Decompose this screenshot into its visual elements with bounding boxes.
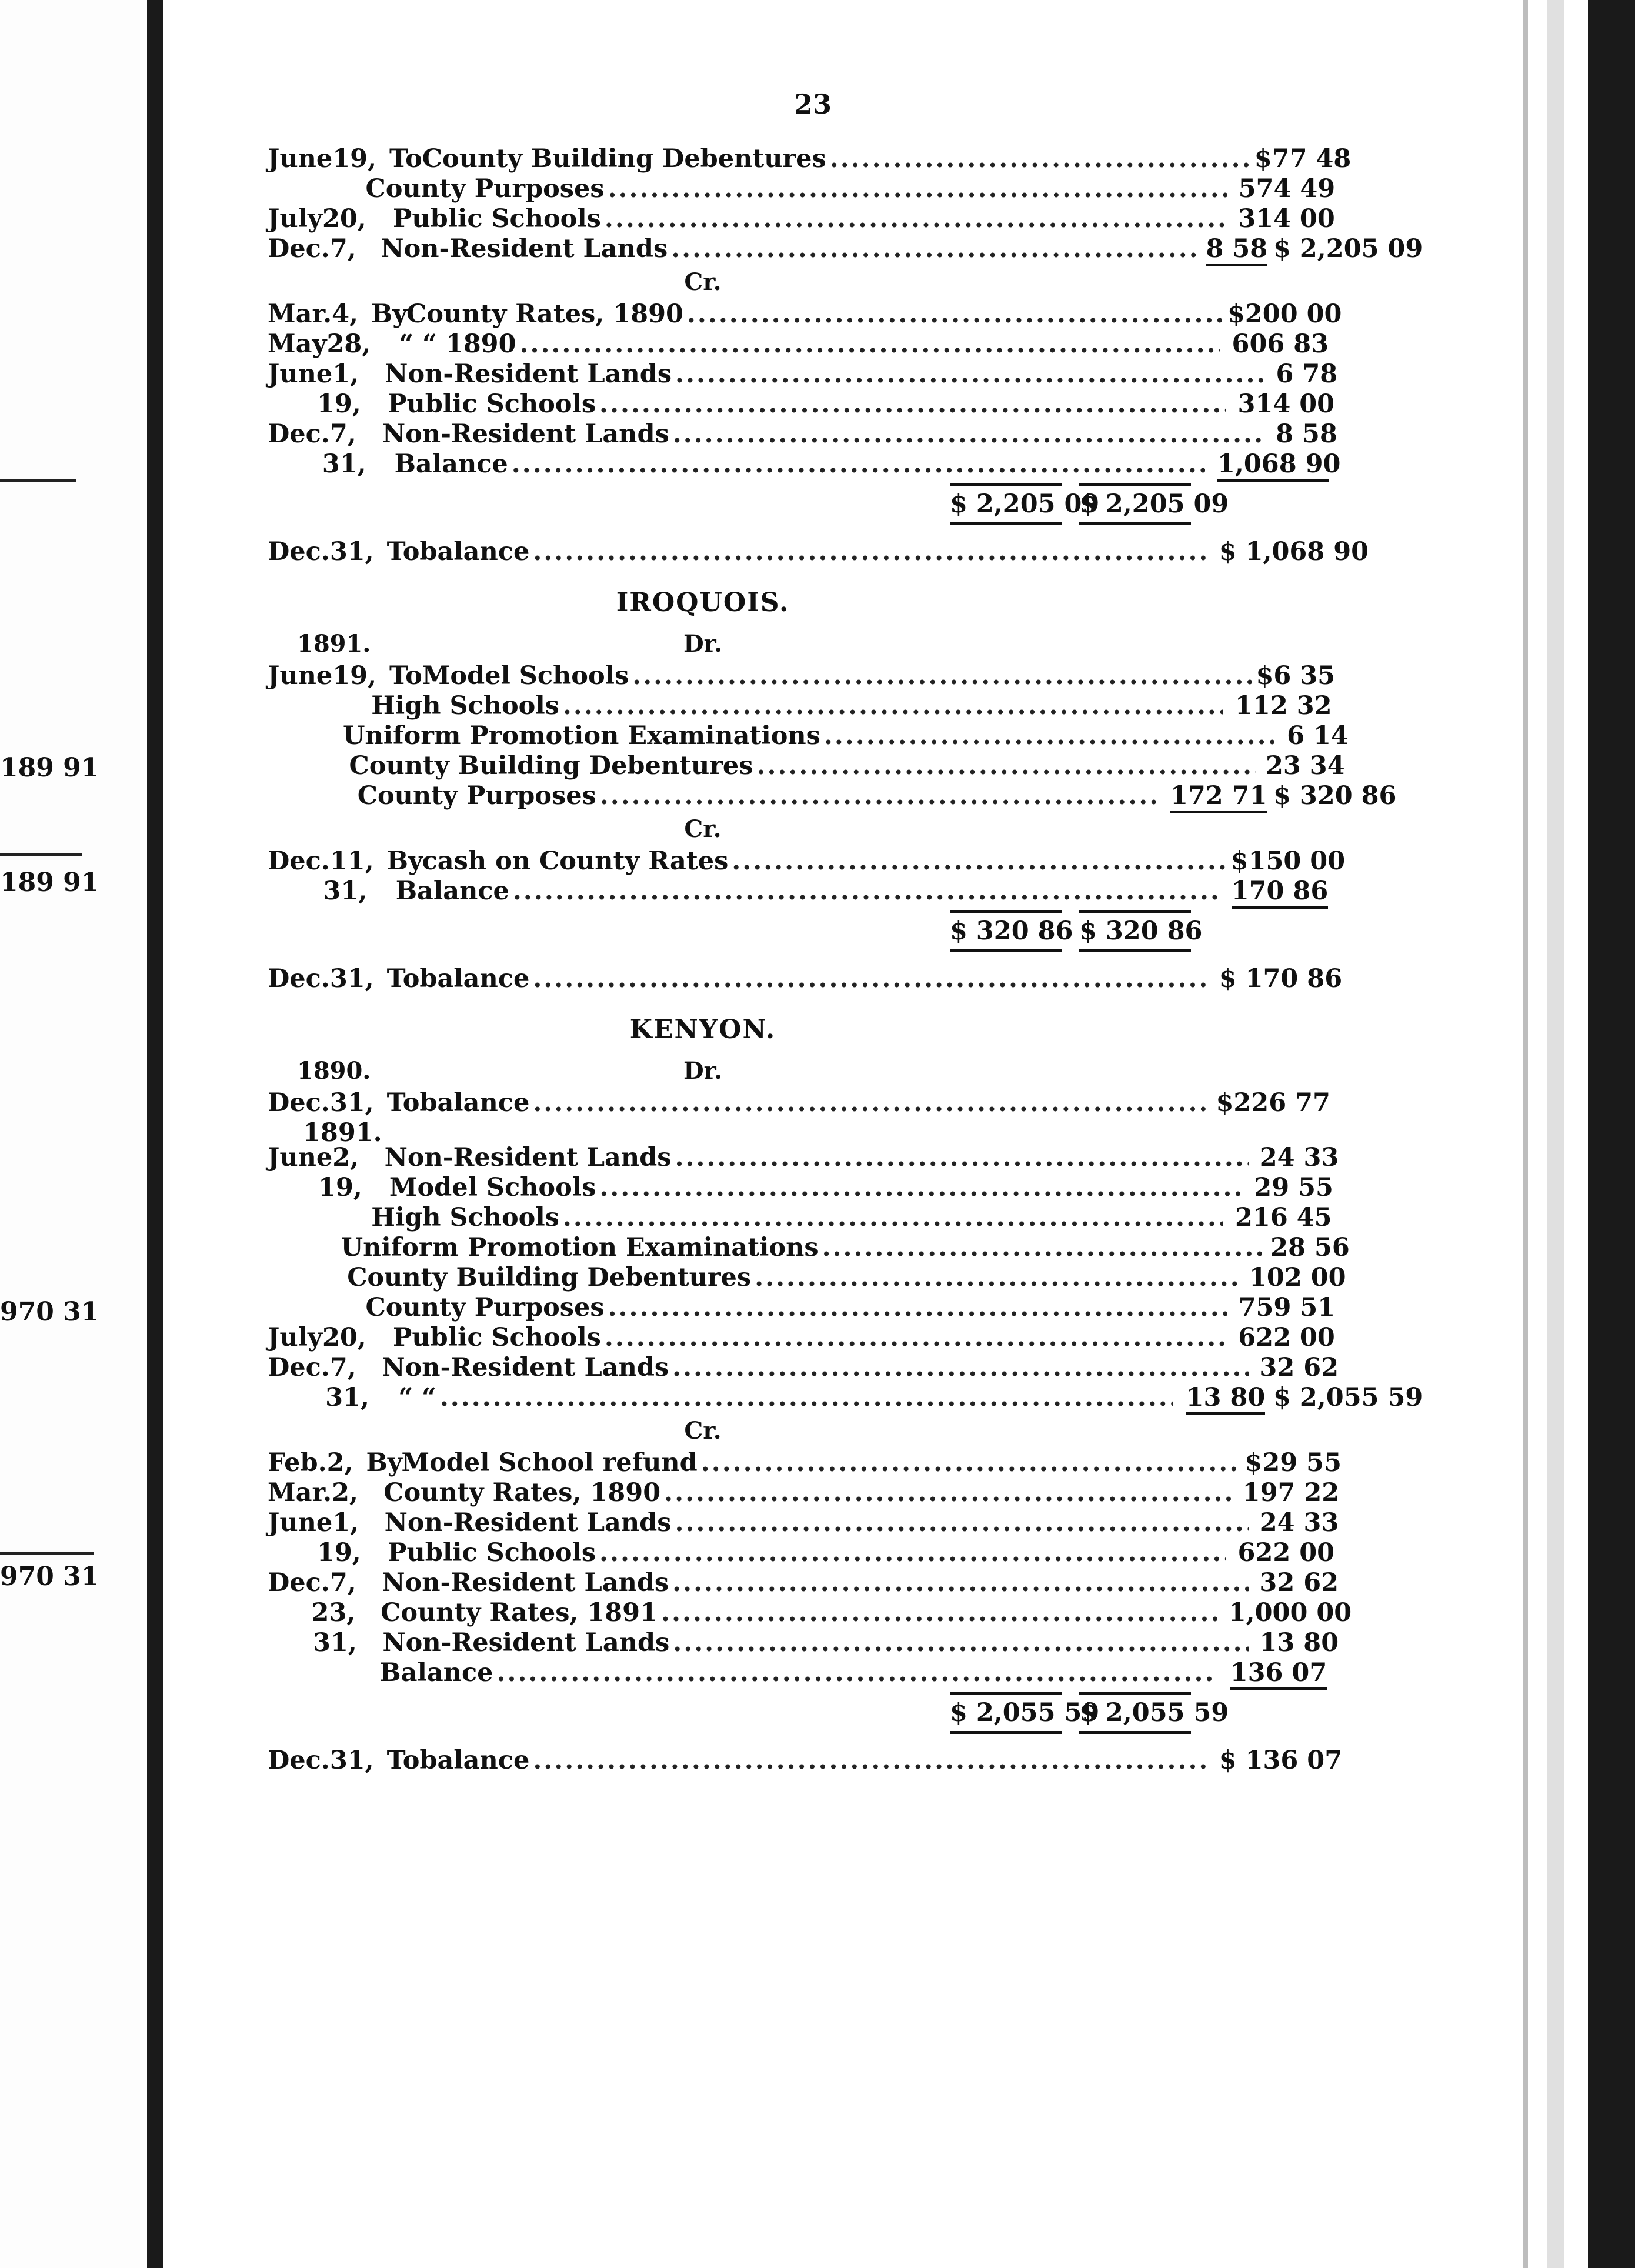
page-edge xyxy=(1547,0,1564,2268)
entry-amount: 112 32 xyxy=(1234,691,1332,721)
entry-total: $ 2,055 59 xyxy=(1273,1383,1423,1412)
entry-day: 23, xyxy=(311,1598,356,1627)
entry-verb: To xyxy=(386,1746,420,1775)
dot-leader xyxy=(675,359,1265,389)
column-label: Dr. xyxy=(683,1056,722,1085)
entry-amount: 1,000 00 xyxy=(1228,1598,1352,1627)
dot-leader xyxy=(533,1088,1212,1118)
entry-description: Balance xyxy=(394,449,508,479)
ledger-row xyxy=(268,449,1385,479)
section-title: KENYON. xyxy=(629,1014,776,1045)
entry-month: June xyxy=(268,1508,333,1537)
ledger-row xyxy=(268,691,1385,721)
dot-leader xyxy=(671,234,1196,264)
entry-amount: 759 51 xyxy=(1238,1293,1336,1322)
dot-leader xyxy=(672,1353,1249,1382)
dot-leader xyxy=(563,1203,1223,1232)
entry-amount: 77 48 xyxy=(1272,144,1352,174)
year-label: 1890. xyxy=(297,1056,371,1085)
ledger-row xyxy=(268,1598,1385,1628)
dot-leader xyxy=(664,1478,1232,1507)
entry-description: Model Schools xyxy=(422,661,629,691)
entry-month: Dec. xyxy=(268,1353,330,1382)
entry-description: Uniform Promotion Examinations xyxy=(342,721,820,751)
entry-month: Dec. xyxy=(268,537,330,566)
ledger xyxy=(268,144,1423,1776)
total-credit: $ 2,205 09 xyxy=(1079,483,1191,525)
ledger-row xyxy=(268,1323,1385,1353)
entry-amount: 216 45 xyxy=(1234,1203,1332,1232)
ledger-row xyxy=(268,781,1397,811)
entry-description: County Building Debentures xyxy=(349,751,753,781)
ledger-row xyxy=(268,1448,1385,1478)
dot-leader xyxy=(661,1598,1218,1627)
entry-amount: 8 58 xyxy=(1276,419,1337,449)
entry-day: 31, xyxy=(329,1746,374,1775)
facing-rule xyxy=(0,479,76,482)
entry-verb: To xyxy=(386,537,420,566)
entry-day: 19, xyxy=(316,1538,361,1567)
dot-leader xyxy=(673,1628,1249,1657)
ledger-row xyxy=(268,1203,1385,1233)
dot-leader xyxy=(440,1383,1173,1412)
ledger-row xyxy=(268,1508,1385,1538)
entry-month: July xyxy=(268,204,322,234)
spacer xyxy=(268,529,1385,537)
dot-leader xyxy=(512,449,1206,479)
entry-description: Non-Resident Lands xyxy=(382,1628,670,1657)
entry-month: Dec. xyxy=(268,419,330,449)
entry-description: Non-Resident Lands xyxy=(381,234,668,264)
dot-leader xyxy=(755,1263,1240,1292)
entry-amount: 314 00 xyxy=(1237,389,1335,419)
facing-page-fragment xyxy=(0,0,147,2268)
year-label: 1891. xyxy=(297,629,371,658)
dollar-sign: $ xyxy=(1254,144,1272,174)
entry-month: June xyxy=(268,661,333,691)
dot-leader xyxy=(520,329,1220,359)
ledger-row xyxy=(268,204,1385,234)
ledger-row xyxy=(268,751,1385,781)
dot-leader xyxy=(605,1323,1227,1352)
entry-day: 31, xyxy=(329,537,374,566)
ledger-row xyxy=(268,359,1385,389)
entry-description: Model Schools xyxy=(389,1173,596,1202)
entry-description: High Schools xyxy=(371,1203,559,1232)
dot-leader xyxy=(608,174,1227,204)
entry-day: 19, xyxy=(332,144,377,174)
entry-amount: 13 80 xyxy=(1259,1628,1339,1657)
dot-leader xyxy=(687,299,1224,329)
book-gutter xyxy=(147,0,164,2268)
entry-amount: 622 00 xyxy=(1237,1538,1335,1567)
entry-description: Non-Resident Lands xyxy=(382,1568,669,1597)
entry-amount: 622 00 xyxy=(1238,1323,1335,1352)
ledger-row xyxy=(268,721,1385,751)
entry-day: 31, xyxy=(325,1383,369,1412)
ledger-row xyxy=(268,661,1385,691)
dollar-sign: $ xyxy=(1244,1448,1263,1477)
entry-day: 31, xyxy=(329,1088,374,1118)
entry-day: 31, xyxy=(322,449,366,479)
entry-description: balance xyxy=(419,964,530,993)
entry-amount: 102 00 xyxy=(1249,1263,1346,1292)
entry-description: Non-Resident Lands xyxy=(382,1353,669,1382)
credit-header xyxy=(268,811,1385,846)
entry-amount: 32 62 xyxy=(1259,1568,1339,1597)
dot-leader xyxy=(632,661,1252,691)
entry-amount: 24 33 xyxy=(1259,1508,1339,1537)
ledger-row xyxy=(268,1263,1385,1293)
entry-month: Mar. xyxy=(268,1478,332,1507)
dot-leader xyxy=(675,1143,1249,1172)
entry-amount: 13 80 xyxy=(1186,1383,1266,1415)
entry-amount: 136 07 xyxy=(1230,1658,1327,1690)
entry-day: 11, xyxy=(329,846,374,876)
entry-amount: $ 136 07 xyxy=(1219,1746,1343,1775)
facing-amount: 189 91 xyxy=(0,753,99,783)
entry-month: June xyxy=(268,359,333,389)
dot-leader xyxy=(675,1508,1249,1537)
debit-header xyxy=(268,1053,1385,1088)
column-label: Cr. xyxy=(684,815,722,843)
entry-day: 31, xyxy=(313,1628,357,1657)
entry-description: Non-Resident Lands xyxy=(384,1143,672,1172)
entry-day: 7, xyxy=(329,419,356,449)
facing-rule xyxy=(0,1552,94,1555)
entry-month: Dec. xyxy=(268,846,330,876)
entry-day: 31, xyxy=(329,964,374,993)
ledger-row xyxy=(268,1383,1423,1413)
entry-description: County Rates, 1891 xyxy=(381,1598,658,1627)
entry-amount: 172 71 xyxy=(1170,781,1267,813)
debit-header xyxy=(268,626,1385,661)
closing-balance-row xyxy=(268,537,1385,567)
entry-day: 4, xyxy=(332,299,359,329)
dot-leader xyxy=(513,876,1219,906)
spacer xyxy=(268,1737,1385,1746)
column-label: Cr. xyxy=(684,268,722,296)
dot-leader xyxy=(822,1233,1262,1262)
year-row xyxy=(268,1118,1385,1148)
column-label: Cr. xyxy=(684,1416,722,1445)
ledger-row xyxy=(268,876,1385,906)
entry-amount: 150 00 xyxy=(1248,846,1346,876)
spacer xyxy=(268,567,1385,579)
entry-amount: 314 00 xyxy=(1238,204,1335,234)
entry-day: 19, xyxy=(316,389,361,419)
entry-description: Public Schools xyxy=(393,204,601,234)
spacer xyxy=(268,994,1385,1006)
entry-amount: 1,068 90 xyxy=(1217,449,1329,482)
totals-row xyxy=(268,1688,1385,1737)
ledger-row xyxy=(268,1173,1385,1203)
entry-description: Uniform Promotion Examinations xyxy=(341,1233,819,1262)
total-credit: $ 2,055 59 xyxy=(1079,1692,1191,1734)
entry-amount: 197 22 xyxy=(1242,1478,1340,1507)
entry-description: Balance xyxy=(395,876,509,906)
entry-month: Dec. xyxy=(268,1568,330,1597)
entry-description: Non-Resident Lands xyxy=(385,359,672,389)
entry-amount: 6 78 xyxy=(1276,359,1338,389)
dollar-sign: $ xyxy=(1230,846,1249,876)
entry-amount: $ 170 86 xyxy=(1219,964,1343,993)
entry-day: 7, xyxy=(329,234,356,264)
entry-day: 2, xyxy=(326,1448,353,1477)
entry-amount: 29 55 xyxy=(1262,1448,1342,1477)
entry-amount: 170 86 xyxy=(1232,876,1329,909)
dot-leader xyxy=(701,1448,1242,1477)
page-edge xyxy=(1523,0,1528,2268)
entry-description: County Purposes xyxy=(365,1293,605,1322)
page-edge-shadow xyxy=(1588,0,1635,2268)
ledger-row xyxy=(268,234,1423,264)
entry-description: Balance xyxy=(379,1658,493,1687)
entry-month: Dec. xyxy=(268,234,330,264)
entry-verb: By xyxy=(371,299,408,329)
entry-description: County Building Debentures xyxy=(422,144,826,174)
ledger-row xyxy=(268,299,1385,329)
entry-amount: 606 83 xyxy=(1232,329,1329,359)
ledger-row xyxy=(268,419,1385,449)
dot-leader xyxy=(672,1568,1249,1597)
entry-day: 20, xyxy=(322,1323,366,1352)
dot-leader xyxy=(599,389,1226,419)
entry-day: 1, xyxy=(332,1508,359,1537)
total-debit: $ 320 86 xyxy=(950,910,1062,952)
entry-verb: To xyxy=(389,661,422,691)
entry-description: Public Schools xyxy=(388,1538,596,1567)
entry-amount: 8 58 xyxy=(1206,234,1267,266)
dot-leader xyxy=(533,964,1207,993)
total-credit: $ 320 86 xyxy=(1079,910,1191,952)
entry-verb: To xyxy=(389,144,422,174)
entry-month: Mar. xyxy=(268,299,332,329)
facing-amount: 189 91 xyxy=(0,868,99,898)
entry-description: cash on County Rates xyxy=(422,846,729,876)
entry-month: Dec. xyxy=(268,964,330,993)
spacer xyxy=(268,956,1385,964)
entry-day: 2, xyxy=(332,1143,359,1172)
totals-row xyxy=(268,479,1385,529)
entry-amount: 23 34 xyxy=(1265,751,1345,781)
ledger-row xyxy=(268,1628,1385,1658)
dot-leader xyxy=(608,1293,1227,1322)
dot-leader xyxy=(533,1746,1207,1775)
entry-verb: By xyxy=(366,1448,402,1477)
entry-description: Public Schools xyxy=(393,1323,601,1352)
year-label: 1891. xyxy=(303,1118,382,1148)
facing-amount: 970 31 xyxy=(0,1562,99,1592)
dot-leader xyxy=(732,846,1227,876)
dot-leader xyxy=(605,204,1227,234)
entry-amount: $ 1,068 90 xyxy=(1219,537,1369,566)
entry-month: May xyxy=(268,329,327,359)
entry-month: Feb. xyxy=(268,1448,327,1477)
ledger-row xyxy=(268,1478,1385,1508)
entry-day: 1, xyxy=(332,359,359,389)
entry-verb: To xyxy=(386,964,420,993)
entry-description: County Purposes xyxy=(357,781,596,811)
credit-header xyxy=(268,264,1385,299)
entry-month: June xyxy=(268,144,333,174)
entry-verb: To xyxy=(386,1088,420,1118)
entry-amount: 574 49 xyxy=(1238,174,1336,204)
entry-verb: By xyxy=(386,846,423,876)
dot-leader xyxy=(563,691,1223,721)
entry-description: Public Schools xyxy=(388,389,596,419)
entry-description: County Rates, 1890 xyxy=(406,299,683,329)
entry-day: 2, xyxy=(332,1478,359,1507)
totals-row xyxy=(268,906,1385,956)
entry-total: $ 2,205 09 xyxy=(1273,234,1423,264)
entry-amount: 6 14 xyxy=(1287,721,1349,751)
ledger-row xyxy=(268,1088,1385,1118)
entry-description: County Purposes xyxy=(365,174,605,204)
dot-leader xyxy=(600,781,1160,811)
entry-month: July xyxy=(268,1323,322,1352)
dot-leader xyxy=(673,419,1265,449)
entry-description: County Rates, 1890 xyxy=(383,1478,661,1507)
entry-day: 7, xyxy=(329,1353,356,1382)
ledger-row xyxy=(268,329,1385,359)
entry-day: 28, xyxy=(326,329,371,359)
entry-amount: 28 56 xyxy=(1270,1233,1350,1262)
entry-day: 7, xyxy=(329,1568,356,1597)
dot-leader xyxy=(599,1538,1226,1567)
ledger-row xyxy=(268,1233,1385,1263)
column-label: Dr. xyxy=(683,629,722,658)
ledger-row xyxy=(268,1143,1385,1173)
entry-description: High Schools xyxy=(371,691,559,721)
dot-leader xyxy=(497,1658,1218,1687)
ledger-row xyxy=(268,389,1385,419)
entry-total: $ 320 86 xyxy=(1273,781,1397,811)
closing-balance-row xyxy=(268,964,1385,994)
entry-description: balance xyxy=(419,537,530,566)
dollar-sign: $ xyxy=(1216,1088,1234,1118)
ledger-row xyxy=(268,1568,1385,1598)
ledger-row xyxy=(268,846,1385,876)
entry-day: 20, xyxy=(322,204,366,234)
page-number: 23 xyxy=(794,88,832,120)
entry-amount: 6 35 xyxy=(1273,661,1336,691)
dollar-sign: $ xyxy=(1227,299,1245,329)
dollar-sign: $ xyxy=(1256,661,1274,691)
entry-day: 19, xyxy=(318,1173,362,1202)
ledger-row xyxy=(268,1353,1385,1383)
dot-leader xyxy=(824,721,1278,751)
entry-month: June xyxy=(268,1143,333,1172)
facing-rule xyxy=(0,853,82,856)
entry-amount: 29 55 xyxy=(1254,1173,1333,1202)
entry-description: Non-Resident Lands xyxy=(382,419,669,449)
credit-header xyxy=(268,1413,1385,1448)
ledger-row xyxy=(268,1538,1385,1568)
entry-description: balance xyxy=(419,1088,530,1118)
facing-amount: 970 31 xyxy=(0,1297,99,1327)
entry-description: “ “ xyxy=(398,1383,436,1412)
entry-amount: 24 33 xyxy=(1259,1143,1339,1172)
entry-description: County Building Debentures xyxy=(347,1263,752,1292)
entry-amount: 32 62 xyxy=(1259,1353,1339,1382)
entry-amount: 200 00 xyxy=(1244,299,1342,329)
ledger-row xyxy=(268,144,1385,174)
ledger-row xyxy=(268,1293,1385,1323)
ledger-row xyxy=(268,1658,1385,1688)
entry-day: 19, xyxy=(332,661,377,691)
entry-description: balance xyxy=(419,1746,530,1775)
entry-description: Model School refund xyxy=(401,1448,698,1477)
dot-leader xyxy=(599,1173,1242,1202)
entry-month: Dec. xyxy=(268,1088,330,1118)
dot-leader xyxy=(533,537,1207,566)
total-debit: $ 2,055 59 xyxy=(950,1692,1062,1734)
entry-description: Non-Resident Lands xyxy=(384,1508,672,1537)
total-debit: $ 2,205 09 xyxy=(950,483,1062,525)
entry-description: “ “ 1890 xyxy=(399,329,516,359)
entry-amount: 226 77 xyxy=(1233,1088,1330,1118)
closing-balance-row xyxy=(268,1746,1385,1776)
entry-month: Dec. xyxy=(268,1746,330,1775)
ledger-row xyxy=(268,174,1385,204)
section-title: IROQUOIS. xyxy=(616,587,790,618)
dot-leader xyxy=(830,144,1251,174)
entry-day: 31, xyxy=(323,876,368,906)
dot-leader xyxy=(756,751,1256,781)
